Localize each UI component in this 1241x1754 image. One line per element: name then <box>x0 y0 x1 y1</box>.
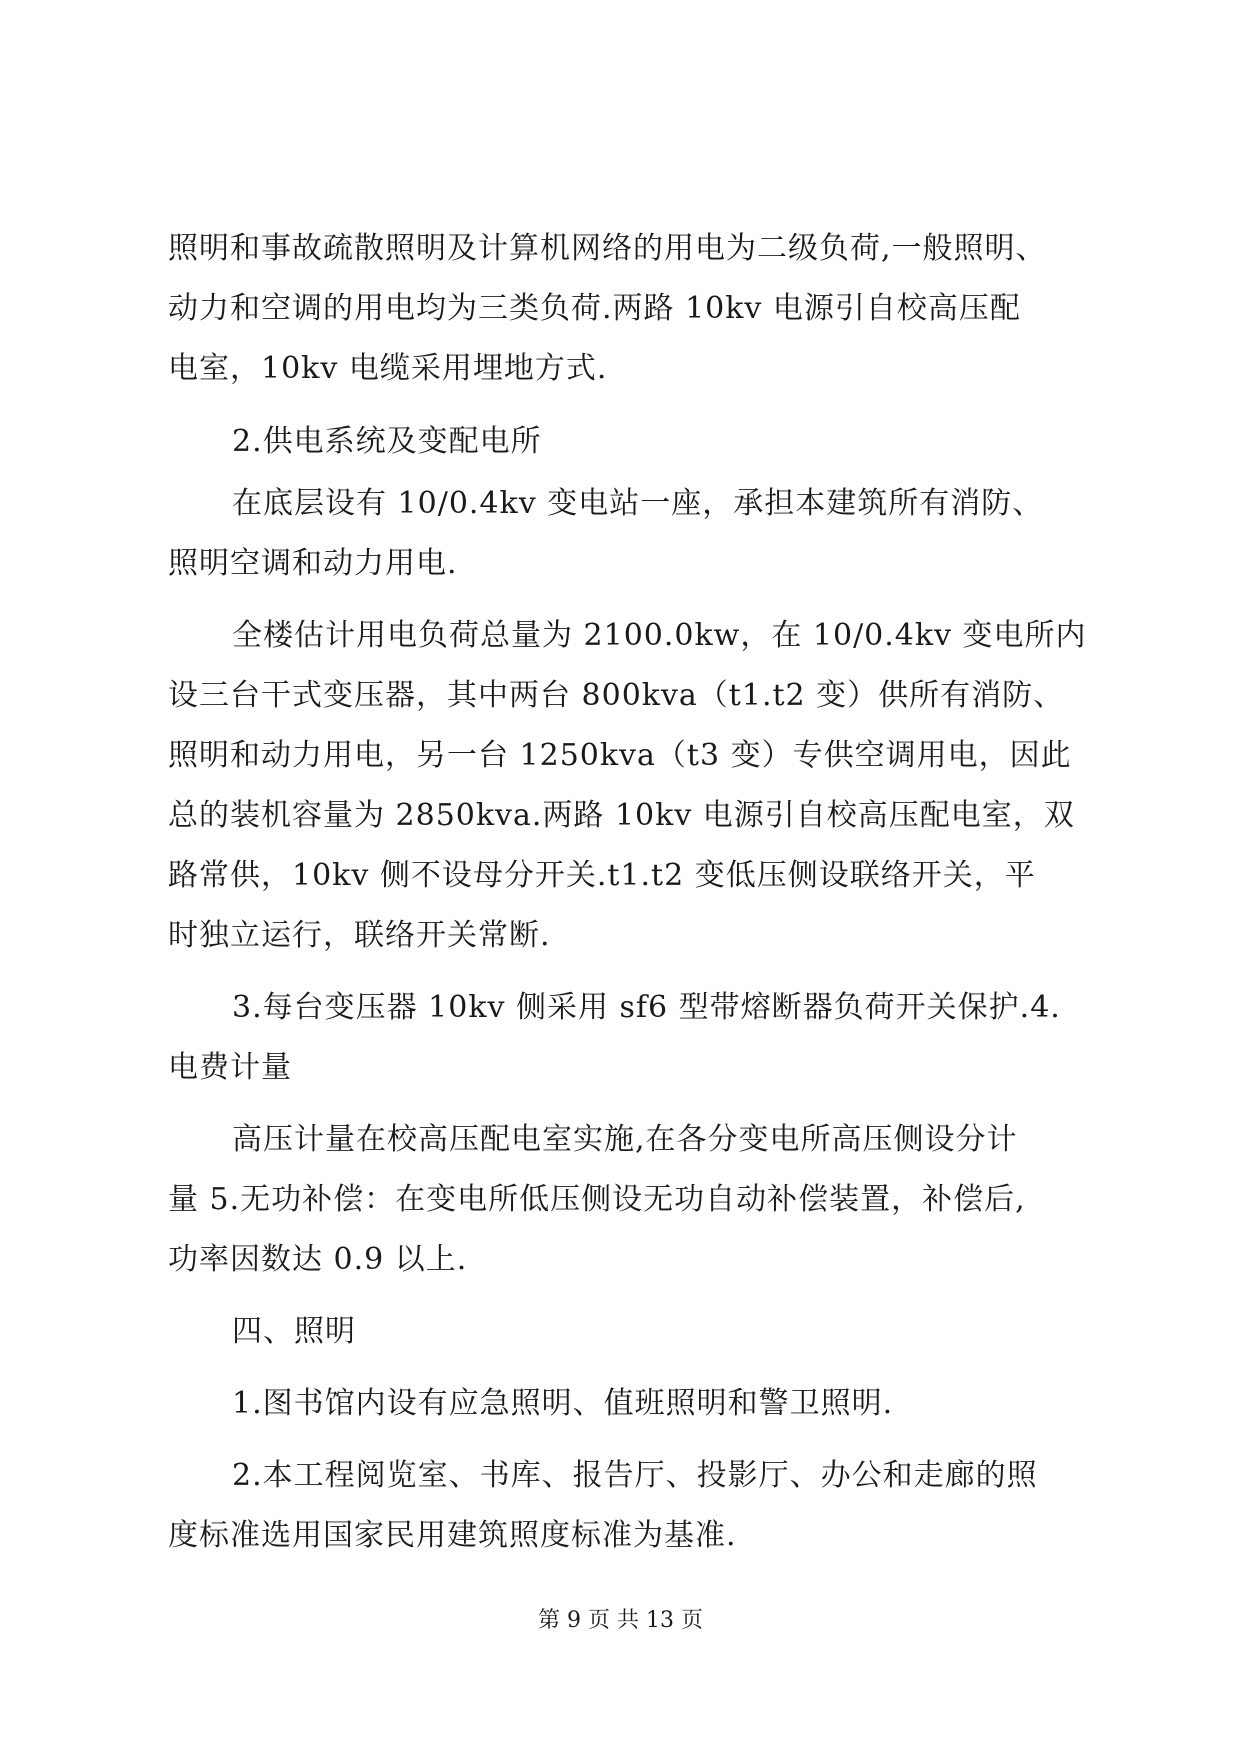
text-line: 总的装机容量为 2850kva.两路 10kv 电源引自校高压配电室，双 <box>168 798 1075 833</box>
text-line: 1.图书馆内设有应急照明、值班照明和警卫照明. <box>232 1386 894 1421</box>
text-line: 设三台干式变压器，其中两台 800kva（t1.t2 变）供所有消防、 <box>168 678 1065 713</box>
text-line: 3.每台变压器 10kv 侧采用 sf6 型带熔断器负荷开关保护.4. <box>232 990 1061 1025</box>
section-heading: 四、照明 <box>232 1314 356 1349</box>
text-line: 路常供，10kv 侧不设母分开关.t1.t2 变低压侧设联络开关，平 <box>168 858 1036 893</box>
text-line: 电室，10kv 电缆采用埋地方式. <box>168 351 608 386</box>
text-line: 照明和动力用电，另一台 1250kva（t3 变）专供空调用电，因此 <box>168 738 1072 773</box>
text-line: 度标准选用国家民用建筑照度标准为基准. <box>168 1518 737 1553</box>
text-line: 高压计量在校高压配电室实施,在各分变电所高压侧设分计 <box>232 1122 1018 1157</box>
text-line: 量 5.无功补偿：在变电所低压侧设无功自动补偿装置，补偿后, <box>168 1182 1026 1217</box>
text-line: 时独立运行，联络开关常断. <box>168 918 551 953</box>
text-line: 2.本工程阅览室、书库、报告厅、投影厅、办公和走廊的照 <box>232 1458 1038 1493</box>
text-line: 照明和事故疏散照明及计算机网络的用电为二级负荷,一般照明、 <box>168 231 1047 266</box>
section-heading: 2.供电系统及变配电所 <box>232 424 542 459</box>
text-line: 动力和空调的用电均为三类负荷.两路 10kv 电源引自校高压配 <box>168 291 1021 326</box>
text-line: 照明空调和动力用电. <box>168 546 458 581</box>
section-heading: 电费计量 <box>168 1050 292 1085</box>
text-line: 功率因数达 0.9 以上. <box>168 1242 468 1277</box>
page-number-footer: 第 9 页 共 13 页 <box>538 1608 703 1633</box>
text-line: 全楼估计用电负荷总量为 2100.0kw，在 10/0.4kv 变电所内 <box>232 618 1087 653</box>
text-line: 在底层设有 10/0.4kv 变电站一座，承担本建筑所有消防、 <box>232 486 1044 521</box>
